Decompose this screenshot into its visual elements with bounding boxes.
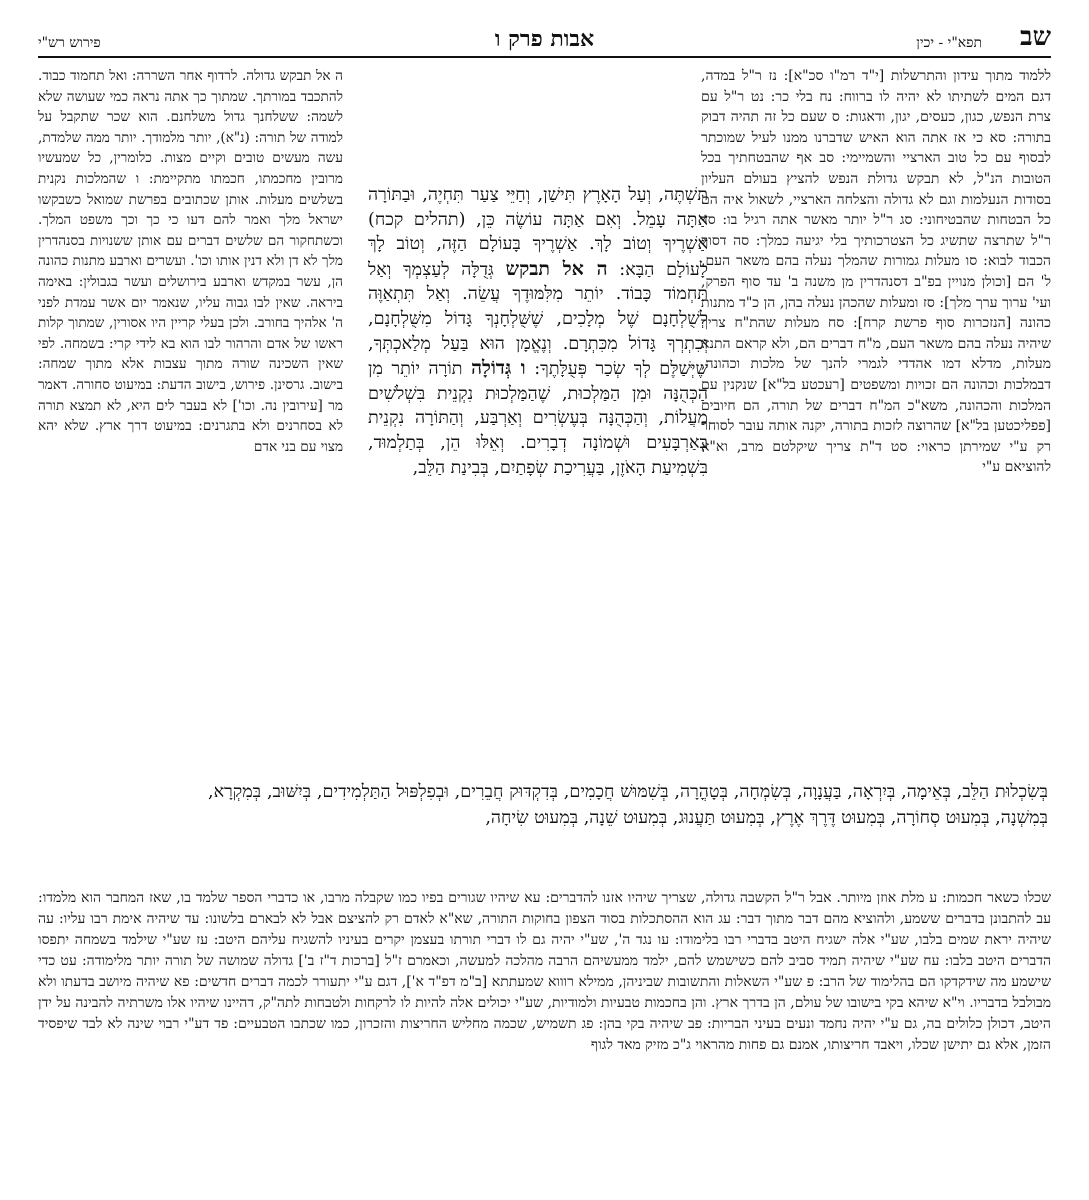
bottom-commentary: שכלו כשאר חכמות: ע מלת אוזן מיותר. אבל ר"ל הקשבה גדולה, שצריך שיהיו אזנו להדברים: עא שיהיו שגורים בפיו כמו שקבלה מרבו, או כדברי הספר שלמד בו, שאז המחבר הוא מלמדו: עב להתבונן בדברים ששמע, ולהוציא מהם דבר מתוך דבר: עג הוא ההסתכלות בסוד הצפון בחוקות התורה, שא"א לאדם רק להציצם אבל לא לבארם בלשונו: עד שיהיה אימת רבו עליו: עה שיהיה יראת שמים בלבו, שע"י אלה ישגיח היטב בדברי רבו בלימודו: עו נגד ה', שע"י יהיה גם לו דברי תורתו בעצמן יקרים בעיניו להשגיח עליהם היטב: עז שע"י שילמד בשמחה יתפסו הדברים היטב בלבו: עח שע"י שיהיה תמיד סביב להם כשישמש להם, ילמד ממעשיהם הרבה מהלכה למעשה, וכאמרם ז"ל [ברכות ד"ז ב'] גדולה שמושה של תורה יותר מלימודה: עט כדי שישמע מה שידקדקו הם בהלימוד של הרב: פ שע"י השאלות והתשובות שביניהן, ממילא רוווא שמעתתא [ב"מ דפ"ד א'], דגם ע"י יתעורר לכמה דברים חדשים: פא שיהיה מיושב בדעתו ולא מבולבל בדבריו. וי"א שיהא בקי בישובו של עולם, הן בדרך ארץ. והן בחכמות טבעיות ולמודיות, שע"י יכולים אלה להיות לו לרקחות ולטבחות לתה"ק, דהיינו שיהיו אלו משרתיה להבינה על ידן היטב, דכולן כלולים בה, גם ע"י יהיה נחמד ונעים בעיני הבריות: פב שיהיה בקי בהן: פג תשמיש, שכמה מחליש החריצות והזכרון, כמו שכתבו הטבעיים: פד דע"י רבוי שינה לא לבד שיפסיד הזמן, אלא גם יתישן שכלו, ויאבד חריצותו, אמנם גם פחות מהראוי ג"כ מזיק מאד לגוף — [38, 890, 1051, 1053]
mishnah-text-part-3: תוֹרָה יוֹתֵר מִן הַכְּהֻנָּה וּמִן הַמַּלְכוּת, שֶׁהַמַּלְכוּת נִקְנֵית בִּשְׁלֹשִׁים מַעֲלוֹת, וְהַכְּהֻנָּה בְּעֶשְׂרִים וְאַרְבַּע, וְהַתּוֹרָה נִקְנֵית בְּאַרְבָּעִים וּשְׁמוֹנָה דְבָרִים. וְאֵלּוּ הֵן, בְּתַלְמוּד, בִּשְׁמִיעַת הָאֹזֶן, בַּעֲרִיכַת שְׂפָתַיִם, בְּבִינַת הַלֵּב, — [368, 359, 708, 478]
commentary-label: פירוש רש"י — [38, 35, 101, 51]
mishnah-text-block — [368, 183, 708, 713]
book-page — [38, 18, 1051, 1188]
mishnah-text-part-1: תִּשְׁתֶּה, וְעַל הָאָרֶץ תִּישַׁן, וְחַיֵּי צַעַר תִּחְיֶה, וּבַתּוֹרָה אַתָּה עָמֵל. וְאִם אַתָּה עוֹשֶׂה כֵּן, (תהלים קכח) אַשְׁרֶיךָ וְטוֹב לָךְ. אַשְׁרֶיךָ בָּעוֹלָם הַזֶּה, וְטוֹב לָךְ לָעוֹלָם הַבָּא: — [368, 185, 708, 280]
page-header — [38, 18, 1051, 58]
mishnah-text-part-2: גְּדֻלָּה לְעַצְמְךָ וְאַל תַּחְמוֹד כָּבוֹד. יוֹתֵר מִלִּמּוּדֶךָ עֲשֵׂה. וְאַל תִּתְאַוֶּה לְשֻׁלְחָנָם שֶׁל מְלָכִים, שֶׁשֻּׁלְחָנְךָ גָּדוֹל מִשֻּׁלְחָנָם, וְכִתְרְךָ גָּדוֹל מִכִּתְרָם. וְנֶאֱמָן הוּא בַּעַל מְלַאכְתְּךָ, שֶׁיְּשַׁלֶּם לְךָ שְׂכַר פְּעֻלָּתֶךָ: — [368, 259, 708, 380]
page-title: אבות פרק ו — [494, 26, 595, 52]
right-commentary-column: ללמוד מתוך עידון והתרשלות [י"ד רמ"ו סכ"א]: נז ר"ל במדה, דגם המים לשתיתו לא יהיה לו ברווח: נח בלי כר: נט ר"ל עם צרת הנפש, כגון, כעסים, יגון, ודאגות: ס שעם כל זה תהיה דבוק בתורה: סא כי אז אתה הוא האיש שדברנו ממנו לעיל שמוכתר לבסוף עם כל טוב הארציי והשמיימי: סב אף שהבטחתיך בכל הטובות הנ"ל, לא תבקש גדולת הנפש להציץ בעולם העליון בסודות הנעלמות וגם לא גדולה והצלחה הארציי, לשאול איה הם כל הבטחות שהבטיחוני: סג ר"ל יותר מאשר אתה רגיל בו: סד ר"ל שתרצה שתשיג כל הצטרכותיך בלי יגיעה כמלך: סה דסוף הכבוד לבוא: סו מעלות גמורות שהמלך נעלה בהם משאר העם, ל' הם [וכולן מנויין בפ"ב דסנהדרין מן משנה ב' עד סוף הפרק, ועי' ערוך ערך מלך]: סז ומעלות שהכהן נעלה בהן, הן כ"ד מתנות כהונה [הנזכרות סוף פרשת קרח]: סח מעלות שהת"ח צריך שיהיה נעלה בהם משאר העם, מ"ח דברים הם, ולא קראם התנא מעלות, מדלא דמו אהדדי לגמרי להנך של מלכות וכהונה, דבמלכות וכהונה הם זכויות ומשפטים [רעכטע בל"א] שנקנין עם המלכות והכהונה, משא"כ המ"ח דברים של תורה, הם חיובים [פפליכטען בל"א] שהרוצה לזכות בתורה, יקנה אותה עובר לסוחר רק ע"י שמירתן כראוי: סט ד"ת צריך שיקלטם מרב, וא"א להוציאם ע"י — [701, 68, 1051, 476]
header-right-group — [916, 22, 1051, 52]
mishnah-wide-block: בְּשִׂכְלוּת הַלֵּב, בְּאֵימָה, בְּיִרְאָה, בַּעֲנָוָה, בְּשִׂמְחָה, בְּטָהֳרָה, בְּשִׁמּוּשׁ חֲכָמִים, בְּדִקְדּוּק חֲבֵרִים, וּבְפִלְפּוּל הַתַּלְמִידִים, בְּיִשּׁוּב, בְּמִקְרָא, בְּמִשְׁנָה, בְּמִעוּט סְחוֹרָה, בְּמִעוּט דֶּרֶךְ אֶרֶץ, בְּמִעוּט תַּעֲנוּג, בְּמִעוּט שֵׁנָה, בְּמִעוּט שִׂיחָה, — [208, 782, 1048, 828]
mishnah-lead-word-2: ו גְּדוֹלָה — [471, 357, 526, 380]
left-commentary-column: ה אל תבקש גדולה. לרדוף אחר השררה: ואל תחמוד כבוד. להתכבד במורתך. שמתוך כך אתה נראה כמי שעושה שלא לשמה: ששלחנך גדול משלחנם. הוא שכר שתקבל על למודה של תורה: (נ"א), יותר מלמודך. יותר ממה שלמדת, עשה מעשים טובים וקיים מצות. כלומרין, כל שמעשיו מרובין מחכמתו, חכמתו מתקיימת: ו שהמלכות נקנית בשלשים מעלות. אותן שכתובים בפרשת שמואל כשבקשו ישראל מלך ואמר להם דעו כי כך וכך משפט המלך. וכשתחקור הם שלשים דברים עם אותן ששנויות בסנהדרין מלך לא דן ולא דנין אותו וכו'. ועשרים וארבע מתנות כהונה הן, עשר במקדש וארבע בירושלים ועשר בגבולין: באימה ביראה. שאין לבו גבוה עליו, שנאמר יום אשר עמדת לפני ה' אלהיך בחורב. ולכן בעלי קריין היו אסורין, שמתוך קלות ראשו של אדם והרהור לבו הוא בא לידי קרי: בשמחה. לפי שאין השכינה שורה מתוך עצבות אלא מתוך שמחה: בישוב. גרסינן. פירוש, בישוב הדעת: במיעוט סחורה. דאמר מר [עירובין נה. וכו'] לא בעבר לים היא, לא תמצא תורה לא בסחרנים ולא בתגרנים: במיעוט דרך ארץ. שלא יהא מצוי עם בני אדם — [38, 68, 343, 455]
mishnah-lead-word: ה אל תבקש — [505, 257, 608, 280]
page-number: שב — [1020, 22, 1051, 52]
header-range-label: תפא"י - יכין — [916, 35, 983, 51]
